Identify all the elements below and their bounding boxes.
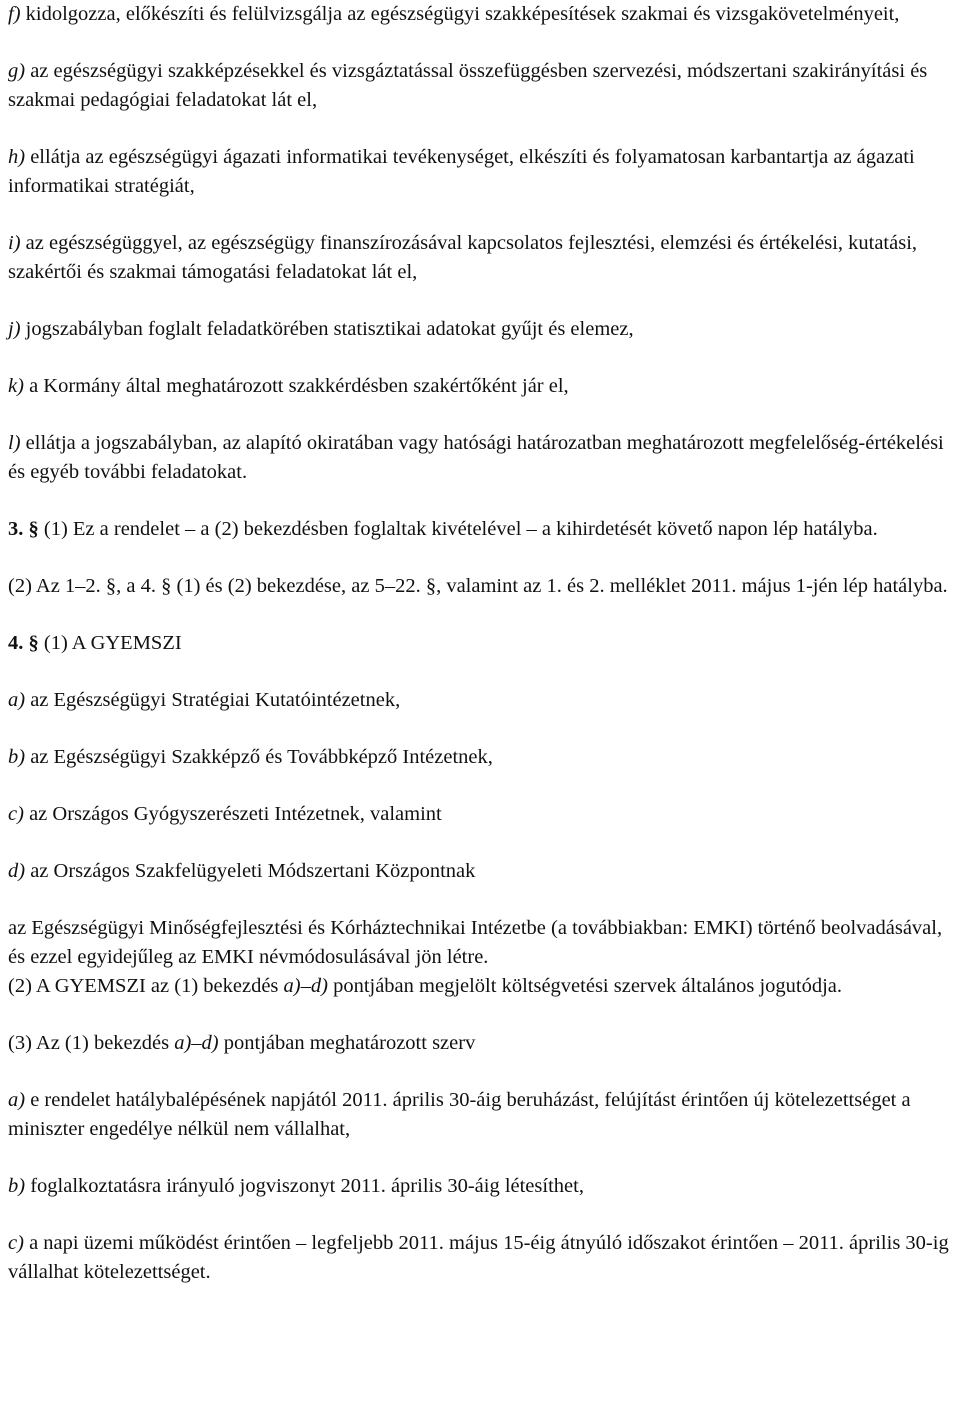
document-page [8, 0, 956, 1287]
item-text: az Országos Szakfelügyeleti Módszertani Központnak [30, 860, 476, 882]
section-4-restriction-b [8, 1172, 956, 1201]
item-label: d) [8, 860, 26, 882]
section-sign: § [28, 518, 39, 540]
section-text: (1) Ez a rendelet – a (2) bekezdésben foglaltak kivételével – a kihirdetését követő napon lép hatályba. [43, 518, 878, 540]
item-g [8, 57, 956, 115]
item-text: az egészségüggyel, az egészségügy finanszírozásával kapcsolatos fejlesztési, elemzési és értékelési, kutatási, szakértői és szakmai támogatási feladatokat lát el, [8, 232, 918, 283]
item-k [8, 372, 956, 401]
item-label: k) [8, 375, 24, 397]
item-label: l) [8, 432, 21, 454]
section-4-intro [8, 629, 956, 658]
item-text: az Egészségügyi Szakképző és Továbbképző Intézetnek, [30, 746, 493, 768]
item-text: a napi üzemi működést érintően – legfeljebb 2011. május 15-éig átnyúló időszakot érintően – 2011. április 30-ig vállalhat kötelezettséget. [8, 1232, 949, 1283]
section-number: 4. [8, 632, 24, 654]
section-4-item-d [8, 857, 956, 886]
item-j [8, 315, 956, 344]
item-text: ellátja az egészségügyi ágazati informatikai tevékenységet, elkészíti és folyamatosan karbantartja az ágazati informatikai stratégiát, [8, 146, 915, 197]
section-text: (2) A GYEMSZI az (1) bekezdés [8, 975, 279, 997]
item-text: az Egészségügyi Stratégiai Kutatóintézetnek, [30, 689, 401, 711]
section-number: 3. [8, 518, 24, 540]
item-label: a) [8, 689, 26, 711]
section-4-paragraph-2 [8, 972, 956, 1001]
section-sign: § [28, 632, 39, 654]
section-4-paragraph-3 [8, 1029, 956, 1058]
item-i [8, 229, 956, 287]
item-f [8, 0, 956, 29]
section-4-restriction-a [8, 1086, 956, 1144]
section-text: az Egészségügyi Minőségfejlesztési és Kórháztechnikai Intézetbe (a továbbiakban: EMKI) történő beolvadásával, és ezzel egyidejűleg az EMKI névmódosulásával jön létre. [8, 917, 943, 968]
section-3-paragraph-1 [8, 515, 956, 544]
item-text: foglalkoztatásra irányuló jogviszonyt 2011. április 30-áig létesíthet, [30, 1175, 584, 1197]
item-label: g) [8, 60, 26, 82]
item-text: jogszabályban foglalt feladatkörében statisztikai adatokat gyűjt és elemez, [25, 318, 634, 340]
section-text: (2) Az 1–2. §, a 4. § (1) és (2) bekezdése, az 5–22. §, valamint az 1. és 2. melléklet 2011. május 1-jén lép hatályba. [8, 575, 948, 597]
item-l [8, 429, 956, 487]
item-label: c) [8, 1232, 24, 1254]
section-text: pontjában meghatározott szerv [223, 1032, 476, 1054]
item-label: b) [8, 1175, 26, 1197]
section-4-item-b [8, 743, 956, 772]
section-4-restriction-c [8, 1229, 956, 1287]
item-text: ellátja a jogszabályban, az alapító okiratában vagy hatósági határozatban meghatározott megfelelőség-értékelési és egyéb további feladatokat. [8, 432, 944, 483]
item-text: kidolgozza, előkészíti és felülvizsgálja az egészségügyi szakképesítések szakmai és vizsgakövetelményeit, [25, 3, 900, 25]
item-label: b) [8, 746, 26, 768]
item-label: c) [8, 803, 24, 825]
section-text: pontjában megjelölt költségvetési szervek általános jogutódja. [333, 975, 843, 997]
item-label: i) [8, 232, 21, 254]
item-label: f) [8, 3, 21, 25]
section-3-paragraph-2 [8, 572, 956, 601]
point-reference: a)–d) [174, 1032, 219, 1054]
point-reference: a)–d) [283, 975, 328, 997]
item-text: e rendelet hatálybalépésének napjától 2011. április 30-áig beruházást, felújítást érintően új kötelezettséget a miniszter engedélye nélkül nem vállalhat, [8, 1089, 911, 1140]
item-text: az Országos Gyógyszerészeti Intézetnek, valamint [29, 803, 442, 825]
section-text: (3) Az (1) bekezdés [8, 1032, 170, 1054]
section-4-item-c [8, 800, 956, 829]
item-label: a) [8, 1089, 26, 1111]
item-h [8, 143, 956, 201]
section-4-merge-text [8, 914, 956, 972]
item-label: h) [8, 146, 26, 168]
item-text: az egészségügyi szakképzésekkel és vizsgáztatással összefüggésben szervezési, módszertani szakirányítási és szakmai pedagógiai feladatokat lát el, [8, 60, 928, 111]
item-label: j) [8, 318, 21, 340]
section-text: (1) A GYEMSZI [43, 632, 182, 654]
section-4-item-a [8, 686, 956, 715]
item-text: a Kormány által meghatározott szakkérdésben szakértőként jár el, [29, 375, 569, 397]
